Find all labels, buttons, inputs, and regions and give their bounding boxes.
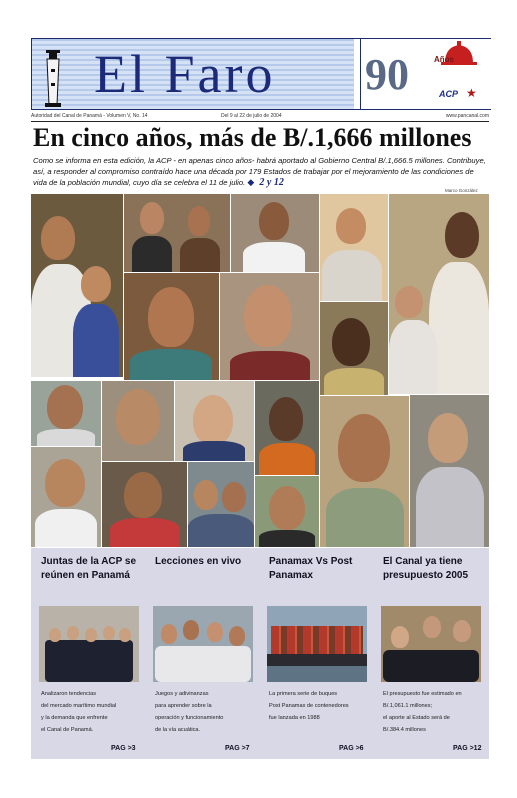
anniversary-label: Años <box>434 55 454 64</box>
lighthouse-icon <box>42 47 64 107</box>
photo-woman-older <box>255 476 319 547</box>
caption-line: B/.1,061.1 millones; <box>383 703 433 709</box>
caption-line: Juegos y adivinanzas <box>155 691 209 697</box>
photo-woman-and-child <box>31 194 123 377</box>
photo-nun <box>175 381 254 461</box>
story-title[interactable]: Lecciones en vivo <box>155 556 242 567</box>
caption-line: Analizaron tendencias <box>41 691 97 697</box>
photo-officials <box>381 606 481 682</box>
caption-line: B/.384.4 millones <box>383 727 426 733</box>
caption-line: el aporte al Estado será de <box>383 715 450 721</box>
masthead-title: El Faro <box>94 44 276 104</box>
photo-woman-with-cap <box>320 194 388 301</box>
page-link[interactable]: PAG >12 <box>453 745 482 752</box>
photo-worker-helmet <box>320 302 388 395</box>
anniversary-logo <box>360 39 491 109</box>
story-caption <box>41 688 141 736</box>
caption-line: de la vía acuática. <box>155 727 201 733</box>
photo-man-with-cap <box>389 194 489 394</box>
photo-students <box>153 606 253 682</box>
photo-board-members <box>39 606 139 682</box>
story-lecciones[interactable] <box>145 548 259 759</box>
website-link[interactable]: www.pancanal.com <box>445 113 489 119</box>
caption-line: para aprender sobre la <box>155 703 212 709</box>
masthead-banner <box>32 39 354 109</box>
issue-date: Del 9 al 22 de julio de 2004 <box>221 113 282 119</box>
dateline <box>31 111 489 121</box>
caption-line: El presupuesto fue estimado en <box>383 691 462 697</box>
page-reference[interactable]: 2 y 12 <box>259 177 284 188</box>
lead-text: Como se informa en esta edición, la ACP - en apenas cinco años- habrá aportado al Gobierno Central B/.1,666.5 millones. Contribuye, así, a responder al compromiso contraído hace una década por 179 Estados de trabajar por el mejoramiento de las condiciones de vida de la población mundial, cuyo día se celebra el 11 de julio. <box>33 156 486 187</box>
publisher-line: Autoridad del Canal de Panamá - Volumen V, No. 14 <box>31 113 148 119</box>
caption-line: el Canal de Panamá. <box>41 727 94 733</box>
anniversary-number: 90 <box>365 50 409 99</box>
photo-officer <box>255 381 319 475</box>
photo-crowd <box>124 194 230 272</box>
photo-collage <box>31 194 489 547</box>
photo-workers-helmets <box>188 462 254 547</box>
diamond-icon: ◆ <box>247 177 255 187</box>
masthead <box>31 38 491 110</box>
story-presupuesto[interactable] <box>373 548 487 759</box>
caption-line: operación y funcionamiento <box>155 715 224 721</box>
caption-line: fue lanzada en 1988 <box>269 715 320 721</box>
page-link[interactable]: PAG >3 <box>111 745 136 752</box>
page-link[interactable]: PAG >6 <box>339 745 364 752</box>
photo-man-bald <box>31 381 101 446</box>
story-juntas[interactable] <box>31 548 145 759</box>
photo-container-ship <box>267 606 367 682</box>
story-title[interactable]: Panamax Vs Post Panamax <box>269 556 353 581</box>
photo-credit: Marco González <box>445 188 478 193</box>
photo-woman-smiling <box>220 273 319 380</box>
story-panamax[interactable] <box>259 548 373 759</box>
stories-panel <box>31 548 489 759</box>
photo-young-woman <box>320 396 409 547</box>
photo-smiling-man <box>231 194 319 272</box>
photo-elderly-man <box>102 381 174 461</box>
photo-man-with-hat <box>31 447 101 547</box>
star-icon: ★ <box>466 86 477 100</box>
story-caption <box>383 688 483 736</box>
caption-line: y la demanda que enfrente <box>41 715 108 721</box>
story-title[interactable]: Juntas de la ACP se reúnen en Panamá <box>41 556 137 581</box>
acp-logo-text: ACP <box>439 89 459 99</box>
caption-line: La primera serie de buques <box>269 691 338 697</box>
story-caption <box>155 688 255 736</box>
divider <box>31 121 489 122</box>
caption-line: del mercado marítimo mundial <box>41 703 117 709</box>
photo-woman-traditional <box>102 462 187 547</box>
photo-man-with-glasses <box>410 395 489 547</box>
photo-woman-portrait <box>124 273 219 380</box>
story-title[interactable]: El Canal ya tiene presupuesto 2005 <box>383 556 469 581</box>
page-headline: En cinco años, más de B/.1,666 millones <box>33 123 472 152</box>
caption-line: Post Panamax de contenedores <box>269 703 349 709</box>
page-link[interactable]: PAG >7 <box>225 745 250 752</box>
story-caption <box>269 688 369 724</box>
lead-paragraph <box>33 155 489 188</box>
